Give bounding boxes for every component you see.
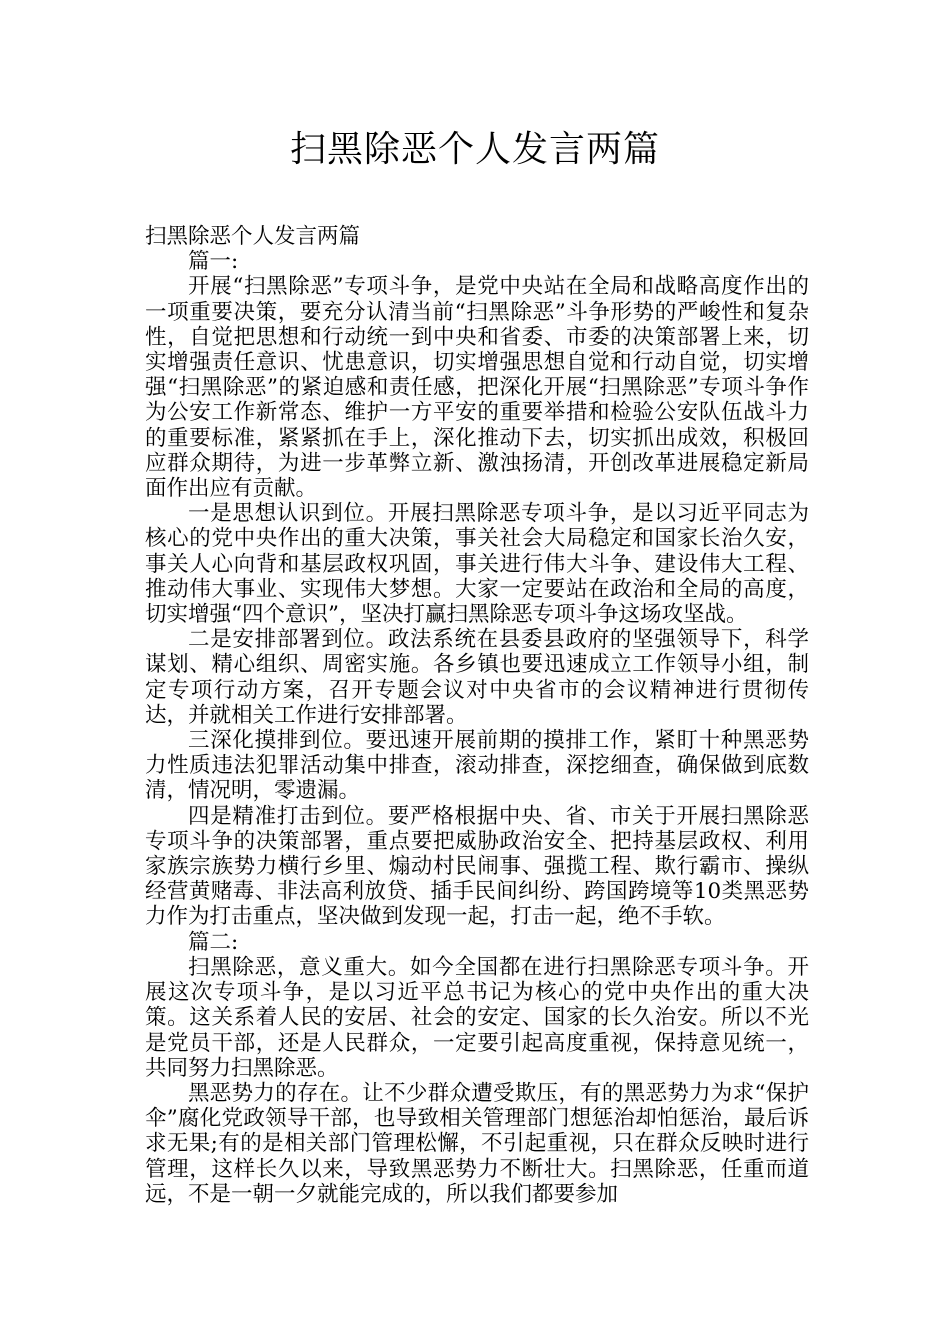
document-subtitle: 扫黑除恶个人发言两篇 [145, 224, 361, 249]
paragraph: 四是精准打击到位。要严格根据中央、省、市关于开展扫黑除恶专项斗争的决策部署，重点要把威胁政治安全、把持基层政权、利用家族宗族势力横行乡里、煽动村民闹事、强揽工程、欺行霸市、操纵经营黄赌毒、非法高利放贷、插手民间纠纷、跨国跨境等10类黑恶势力作为打击重点，坚决做到发现一起，打击一起，绝不手软。 [145, 803, 809, 930]
paragraph: 篇二: [188, 929, 239, 955]
paragraph: 扫黑除恶，意义重大。如今全国都在进行扫黑除恶专项斗争。开展这次专项斗争，是以习近平总书记为核心的党中央作出的重大决策。这关系着人民的安居、社会的安定、国家的长久治安。所以不光是党员干部，还是人民群众，一定要引起高度重视，保持意见统一，共同努力扫黑除恶。 [145, 954, 809, 1081]
paragraph: 开展“扫黑除恶”专项斗争，是党中央站在全局和战略高度作出的一项重要决策，要充分认清当前“扫黑除恶”斗争形势的严峻性和复杂性，自觉把思想和行动统一到中央和省委、市委的决策部署上来，切实增强责任意识、忧患意识，切实增强思想自觉和行动自觉，切实增强“扫黑除恶”的紧迫感和责任感，把深化开展“扫黑除恶”专项斗争作为公安工作新常态、维护一方平安的重要举措和检验公安队伍战斗力的重要标准，紧紧抓在手上，深化推动下去，切实抓出成效，积极回应群众期待，为进一步革弊立新、激浊扬清，开创改革进展稳定新局面作出应有贡献。 [145, 274, 809, 502]
paragraph: 篇一: [188, 249, 239, 275]
paragraph: 一是思想认识到位。开展扫黑除恶专项斗争，是以习近平同志为核心的党中央作出的重大决策，事关社会大局稳定和国家长治久安，事关人心向背和基层政权巩固，事关进行伟大斗争、建设伟大工程、推动伟大事业、实现伟大梦想。大家一定要站在政治和全局的高度，切实增强“四个意识”，坚决打赢扫黑除恶专项斗争这场攻坚战。 [145, 501, 809, 628]
paragraph: 三深化摸排到位。要迅速开展前期的摸排工作，紧盯十种黑恶势力性质违法犯罪活动集中排查，滚动排查，深挖细查，确保做到底数清，情况明，零遗漏。 [145, 728, 809, 804]
document-body [145, 224, 809, 1207]
paragraph: 黑恶势力的存在。让不少群众遭受欺压，有的黑恶势力为求“保护伞”腐化党政领导干部，也导致相关管理部门想惩治却怕惩治，最后诉求无果;有的是相关部门管理松懈，不引起重视，只在群众反映时进行管理，这样长久以来，导致黑恶势力不断壮大。扫黑除恶，任重而道远，不是一朝一夕就能完成的，所以我们都要参加 [145, 1080, 809, 1207]
document-title: 扫黑除恶个人发言两篇 [289, 129, 660, 170]
paragraph: 二是安排部署到位。政法系统在县委县政府的坚强领导下，科学谋划、精心组织、周密实施。各乡镇也要迅速成立工作领导小组，制定专项行动方案，召开专题会议对中央省市的会议精神进行贯彻传达，并就相关工作进行安排部署。 [145, 627, 809, 728]
